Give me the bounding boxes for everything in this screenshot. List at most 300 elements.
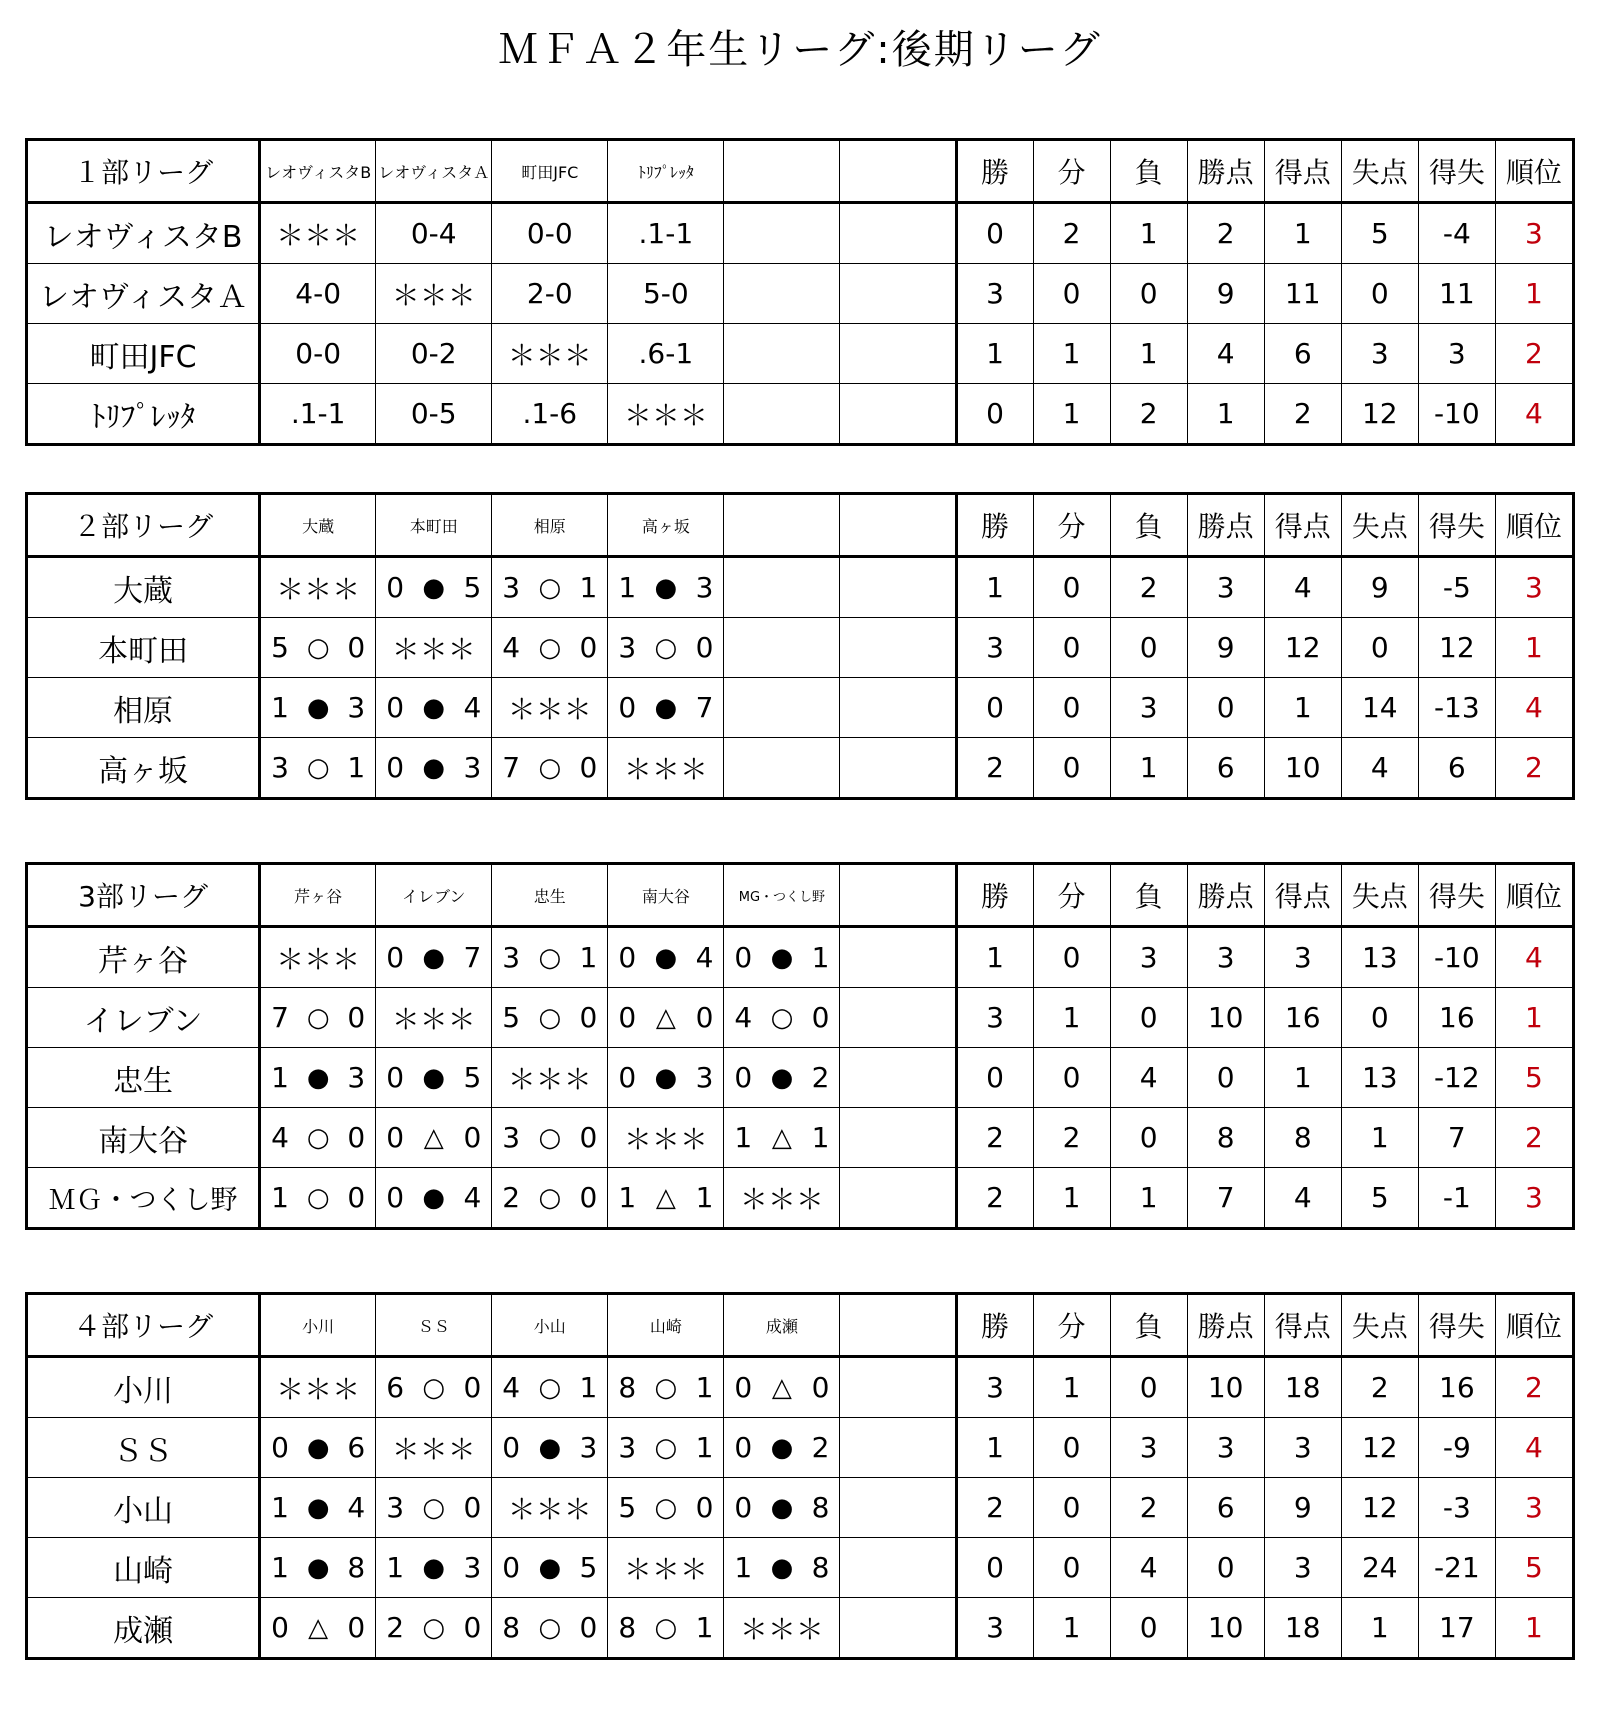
match-result: .1-6 [492, 384, 608, 445]
stat-points: 6 [1187, 738, 1264, 799]
stat-goals-for: 3 [1264, 927, 1341, 988]
opponent-header: 高ヶ坂 [608, 494, 724, 557]
team-row [27, 927, 1574, 988]
stat-goal-diff: 11 [1418, 264, 1495, 324]
stat-rank: 5 [1495, 1538, 1573, 1598]
match-result: 1 ● 3 [608, 557, 724, 618]
match-result: 0 ● 8 [724, 1478, 840, 1538]
team-name: 町田JFC [27, 324, 260, 384]
match-result: 6 ○ 0 [376, 1357, 492, 1418]
stat-rank: 1 [1495, 618, 1573, 678]
match-result [724, 738, 840, 799]
stat-points: 10 [1187, 1598, 1264, 1659]
match-result: 0-5 [376, 384, 492, 445]
stat-wins: 2 [956, 738, 1033, 799]
stat-losses: 2 [1110, 1478, 1187, 1538]
stat-header-goals-against: 失点 [1341, 1294, 1418, 1357]
stat-goals-against: 9 [1341, 557, 1418, 618]
stat-goals-for: 9 [1264, 1478, 1341, 1538]
stat-goal-diff: -5 [1418, 557, 1495, 618]
stat-header-losses: 負 [1110, 864, 1187, 927]
match-result [724, 678, 840, 738]
stat-goals-for: 18 [1264, 1357, 1341, 1418]
stat-losses: 2 [1110, 557, 1187, 618]
match-result: 1 ● 8 [724, 1538, 840, 1598]
stat-draws: 0 [1033, 738, 1110, 799]
team-row [27, 1478, 1574, 1538]
stat-header-goal-diff: 得失 [1418, 1294, 1495, 1357]
opponent-header: ＳＳ [376, 1294, 492, 1357]
stat-goals-for: 4 [1264, 557, 1341, 618]
stat-wins: 3 [956, 988, 1033, 1048]
team-row [27, 557, 1574, 618]
match-result: 0 ● 7 [608, 678, 724, 738]
stat-goals-against: 12 [1341, 1478, 1418, 1538]
match-result [724, 384, 840, 445]
spacer-cell [840, 494, 956, 557]
stat-rank: 4 [1495, 927, 1573, 988]
stat-points: 3 [1187, 927, 1264, 988]
stat-points: 10 [1187, 988, 1264, 1048]
spacer-cell [840, 864, 956, 927]
stat-header-goals-against: 失点 [1341, 864, 1418, 927]
stat-losses: 3 [1110, 927, 1187, 988]
match-result: ＊＊＊ [376, 618, 492, 678]
team-row [27, 384, 1574, 445]
match-result: 1 ● 4 [260, 1478, 376, 1538]
league-name: １部リーグ [27, 140, 260, 203]
match-result: 0 ● 5 [492, 1538, 608, 1598]
stat-draws: 1 [1033, 384, 1110, 445]
stat-losses: 0 [1110, 618, 1187, 678]
stat-goal-diff: 6 [1418, 738, 1495, 799]
spacer-cell [840, 1478, 956, 1538]
spacer-cell [840, 557, 956, 618]
stat-header-wins: 勝 [956, 494, 1033, 557]
stat-goals-against: 12 [1341, 384, 1418, 445]
opponent-header: 芹ヶ谷 [260, 864, 376, 927]
league-table-3 [25, 862, 1575, 1230]
opponent-header: 小川 [260, 1294, 376, 1357]
stat-wins: 1 [956, 324, 1033, 384]
spacer-cell [840, 1048, 956, 1108]
stat-wins: 1 [956, 927, 1033, 988]
match-result: ＊＊＊ [492, 324, 608, 384]
stat-points: 3 [1187, 557, 1264, 618]
stat-header-goal-diff: 得失 [1418, 494, 1495, 557]
stat-draws: 2 [1033, 203, 1110, 264]
spacer-cell [840, 264, 956, 324]
stat-rank: 5 [1495, 1048, 1573, 1108]
stat-header-points: 勝点 [1187, 1294, 1264, 1357]
stat-rank: 4 [1495, 1418, 1573, 1478]
stat-goals-for: 1 [1264, 678, 1341, 738]
stat-goal-diff: -12 [1418, 1048, 1495, 1108]
stat-points: 2 [1187, 203, 1264, 264]
stat-wins: 0 [956, 1048, 1033, 1108]
stat-draws: 0 [1033, 1478, 1110, 1538]
match-result: 1 ● 3 [260, 678, 376, 738]
stat-rank: 3 [1495, 203, 1573, 264]
team-name: 小山 [27, 1478, 260, 1538]
stat-goals-for: 1 [1264, 203, 1341, 264]
match-result: 8 ○ 0 [492, 1598, 608, 1659]
stat-wins: 2 [956, 1478, 1033, 1538]
stat-header-wins: 勝 [956, 864, 1033, 927]
stat-draws: 0 [1033, 557, 1110, 618]
stat-goal-diff: -10 [1418, 927, 1495, 988]
stat-goal-diff: 3 [1418, 324, 1495, 384]
stat-header-points: 勝点 [1187, 140, 1264, 203]
opponent-header: 町田JFC [492, 140, 608, 203]
league-name: ４部リーグ [27, 1294, 260, 1357]
league-name: 3部リーグ [27, 864, 260, 927]
stat-draws: 0 [1033, 264, 1110, 324]
stat-goals-against: 13 [1341, 1048, 1418, 1108]
stat-goal-diff: 7 [1418, 1108, 1495, 1168]
stat-goals-for: 3 [1264, 1538, 1341, 1598]
league-table-4 [25, 1292, 1575, 1660]
stat-draws: 1 [1033, 324, 1110, 384]
opponent-header: 大蔵 [260, 494, 376, 557]
spacer-cell [840, 618, 956, 678]
stat-draws: 2 [1033, 1108, 1110, 1168]
match-result [724, 557, 840, 618]
match-result: 0 ● 1 [724, 927, 840, 988]
match-result: 4 ○ 1 [492, 1357, 608, 1418]
match-result: 0 ● 4 [376, 678, 492, 738]
match-result: ＊＊＊ [608, 1538, 724, 1598]
team-row [27, 264, 1574, 324]
match-result: 0 △ 0 [608, 988, 724, 1048]
stat-goals-for: 10 [1264, 738, 1341, 799]
team-row [27, 1538, 1574, 1598]
match-result: 0 ● 4 [376, 1168, 492, 1229]
stat-goal-diff: 17 [1418, 1598, 1495, 1659]
stat-rank: 1 [1495, 264, 1573, 324]
match-result [724, 203, 840, 264]
stat-points: 8 [1187, 1108, 1264, 1168]
team-name: 高ヶ坂 [27, 738, 260, 799]
page-title: ＭＦＡ２年生リーグ:後期リーグ [498, 27, 1102, 73]
stat-goal-diff: -1 [1418, 1168, 1495, 1229]
spacer-cell [840, 1598, 956, 1659]
stat-wins: 3 [956, 1598, 1033, 1659]
stat-goal-diff: -10 [1418, 384, 1495, 445]
stat-rank: 2 [1495, 1357, 1573, 1418]
stat-header-goals-against: 失点 [1341, 494, 1418, 557]
team-name: 忠生 [27, 1048, 260, 1108]
stat-rank: 1 [1495, 1598, 1573, 1659]
match-result: 2 ○ 0 [376, 1598, 492, 1659]
spacer-cell [840, 1418, 956, 1478]
stat-goals-against: 5 [1341, 1168, 1418, 1229]
opponent-header: 山崎 [608, 1294, 724, 1357]
stat-goal-diff: -3 [1418, 1478, 1495, 1538]
stat-goals-against: 4 [1341, 738, 1418, 799]
stat-losses: 0 [1110, 1598, 1187, 1659]
stat-header-goals-for: 得点 [1264, 864, 1341, 927]
stat-header-points: 勝点 [1187, 494, 1264, 557]
stat-goals-against: 1 [1341, 1108, 1418, 1168]
team-name: 成瀬 [27, 1598, 260, 1659]
spacer-cell [840, 988, 956, 1048]
opponent-header: 成瀬 [724, 1294, 840, 1357]
team-name: 本町田 [27, 618, 260, 678]
stat-draws: 0 [1033, 1048, 1110, 1108]
stat-header-draws: 分 [1033, 494, 1110, 557]
spacer-cell [840, 203, 956, 264]
stat-header-goals-for: 得点 [1264, 1294, 1341, 1357]
match-result: 5 ○ 0 [260, 618, 376, 678]
match-result: 3 ○ 0 [376, 1478, 492, 1538]
match-result: 2 ○ 0 [492, 1168, 608, 1229]
match-result: ＊＊＊ [376, 1418, 492, 1478]
stat-header-goals-for: 得点 [1264, 140, 1341, 203]
match-result: 0-0 [492, 203, 608, 264]
team-name: 南大谷 [27, 1108, 260, 1168]
stat-losses: 0 [1110, 1108, 1187, 1168]
stat-losses: 0 [1110, 988, 1187, 1048]
stat-goals-against: 14 [1341, 678, 1418, 738]
stat-goal-diff: -13 [1418, 678, 1495, 738]
stat-rank: 2 [1495, 324, 1573, 384]
match-result: ＊＊＊ [608, 738, 724, 799]
match-result: 0 ● 6 [260, 1418, 376, 1478]
stat-header-rank: 順位 [1495, 140, 1573, 203]
match-result: 4-0 [260, 264, 376, 324]
stat-points: 10 [1187, 1357, 1264, 1418]
league-table-1 [25, 138, 1575, 446]
team-name: 山崎 [27, 1538, 260, 1598]
team-row [27, 1048, 1574, 1108]
team-row [27, 1168, 1574, 1229]
match-result [724, 264, 840, 324]
match-result: 3 ○ 0 [608, 618, 724, 678]
stat-wins: 0 [956, 1538, 1033, 1598]
match-result: ＊＊＊ [724, 1598, 840, 1659]
team-row [27, 203, 1574, 264]
stat-goals-against: 0 [1341, 988, 1418, 1048]
team-name: 小川 [27, 1357, 260, 1418]
match-result: 0 ● 3 [492, 1418, 608, 1478]
team-name: 大蔵 [27, 557, 260, 618]
stat-draws: 0 [1033, 1418, 1110, 1478]
team-row [27, 738, 1574, 799]
spacer-cell [840, 1294, 956, 1357]
match-result: 0 ● 3 [608, 1048, 724, 1108]
match-result: ＊＊＊ [260, 557, 376, 618]
stat-wins: 0 [956, 384, 1033, 445]
match-result: 0 ● 7 [376, 927, 492, 988]
stat-points: 0 [1187, 678, 1264, 738]
stat-wins: 3 [956, 618, 1033, 678]
stat-goals-against: 24 [1341, 1538, 1418, 1598]
opponent-header: レオヴィスタB [260, 140, 376, 203]
match-result: 1 ● 8 [260, 1538, 376, 1598]
stat-rank: 4 [1495, 384, 1573, 445]
opponent-header: ﾄﾘﾌﾟﾚｯﾀ [608, 140, 724, 203]
team-name: イレブン [27, 988, 260, 1048]
match-result: ＊＊＊ [608, 1108, 724, 1168]
stat-draws: 0 [1033, 678, 1110, 738]
stat-goals-against: 12 [1341, 1418, 1418, 1478]
stat-header-goals-against: 失点 [1341, 140, 1418, 203]
match-result: ＊＊＊ [376, 264, 492, 324]
stat-goals-against: 2 [1341, 1357, 1418, 1418]
stat-points: 6 [1187, 1478, 1264, 1538]
stat-losses: 3 [1110, 678, 1187, 738]
team-row [27, 324, 1574, 384]
match-result: 8 ○ 1 [608, 1598, 724, 1659]
stat-goals-against: 3 [1341, 324, 1418, 384]
team-row [27, 1357, 1574, 1418]
match-result: .6-1 [608, 324, 724, 384]
team-name: ﾄﾘﾌﾟﾚｯﾀ [27, 384, 260, 445]
stat-points: 9 [1187, 618, 1264, 678]
match-result: 0 ● 5 [376, 557, 492, 618]
stat-rank: 1 [1495, 988, 1573, 1048]
spacer-cell [840, 1168, 956, 1229]
match-result: 0 ● 5 [376, 1048, 492, 1108]
match-result: 7 ○ 0 [260, 988, 376, 1048]
opponent-header: 南大谷 [608, 864, 724, 927]
stat-losses: 1 [1110, 203, 1187, 264]
match-result: 2-0 [492, 264, 608, 324]
stat-points: 9 [1187, 264, 1264, 324]
match-result: 5-0 [608, 264, 724, 324]
match-result: 0 △ 0 [724, 1357, 840, 1418]
match-result: 0-0 [260, 324, 376, 384]
stat-goals-against: 5 [1341, 203, 1418, 264]
match-result: 0 △ 0 [376, 1108, 492, 1168]
stat-losses: 0 [1110, 1357, 1187, 1418]
match-result: 3 ○ 1 [492, 927, 608, 988]
match-result: 1 △ 1 [724, 1108, 840, 1168]
stat-header-wins: 勝 [956, 1294, 1033, 1357]
stat-header-points: 勝点 [1187, 864, 1264, 927]
match-result: 0-2 [376, 324, 492, 384]
stat-rank: 3 [1495, 1478, 1573, 1538]
match-result: ＊＊＊ [724, 1168, 840, 1229]
match-result: 4 ○ 0 [260, 1108, 376, 1168]
match-result: 0 ● 4 [608, 927, 724, 988]
match-result: 5 ○ 0 [608, 1478, 724, 1538]
stat-rank: 3 [1495, 557, 1573, 618]
stat-goals-against: 1 [1341, 1598, 1418, 1659]
spacer-cell [840, 1357, 956, 1418]
stat-draws: 0 [1033, 618, 1110, 678]
stat-losses: 1 [1110, 738, 1187, 799]
match-result: ＊＊＊ [260, 1357, 376, 1418]
team-name: レオヴィスタＡ [27, 264, 260, 324]
team-row [27, 988, 1574, 1048]
stat-points: 7 [1187, 1168, 1264, 1229]
stat-goal-diff: 16 [1418, 988, 1495, 1048]
spacer-cell [840, 738, 956, 799]
stat-header-goals-for: 得点 [1264, 494, 1341, 557]
stat-points: 3 [1187, 1418, 1264, 1478]
spacer-cell [840, 1108, 956, 1168]
stat-wins: 1 [956, 1418, 1033, 1478]
match-result: ＊＊＊ [260, 203, 376, 264]
match-result: ＊＊＊ [492, 1048, 608, 1108]
stat-wins: 0 [956, 203, 1033, 264]
stat-header-draws: 分 [1033, 1294, 1110, 1357]
team-row [27, 1598, 1574, 1659]
stat-losses: 4 [1110, 1538, 1187, 1598]
match-result: 1 ● 3 [376, 1538, 492, 1598]
team-row [27, 1108, 1574, 1168]
stat-header-draws: 分 [1033, 864, 1110, 927]
stat-rank: 3 [1495, 1168, 1573, 1229]
match-result: ＊＊＊ [492, 678, 608, 738]
spacer-cell [840, 678, 956, 738]
stat-wins: 3 [956, 264, 1033, 324]
match-result: 0 ● 2 [724, 1418, 840, 1478]
match-result: ＊＊＊ [260, 927, 376, 988]
stat-points: 0 [1187, 1048, 1264, 1108]
stat-wins: 0 [956, 678, 1033, 738]
stat-points: 1 [1187, 384, 1264, 445]
match-result: 3 ○ 1 [608, 1418, 724, 1478]
stat-losses: 0 [1110, 264, 1187, 324]
spacer-cell [840, 324, 956, 384]
stat-header-losses: 負 [1110, 1294, 1187, 1357]
match-result: ＊＊＊ [376, 988, 492, 1048]
match-result: 0-4 [376, 203, 492, 264]
stat-draws: 1 [1033, 1598, 1110, 1659]
match-result: 7 ○ 0 [492, 738, 608, 799]
team-row [27, 618, 1574, 678]
opponent-header [724, 494, 840, 557]
stat-losses: 1 [1110, 1168, 1187, 1229]
stat-goals-for: 3 [1264, 1418, 1341, 1478]
stat-draws: 1 [1033, 1357, 1110, 1418]
opponent-header [724, 140, 840, 203]
opponent-header: 相原 [492, 494, 608, 557]
spacer-cell [840, 384, 956, 445]
opponent-header: 本町田 [376, 494, 492, 557]
opponent-header: イレブン [376, 864, 492, 927]
stat-draws: 1 [1033, 988, 1110, 1048]
stat-header-goal-diff: 得失 [1418, 140, 1495, 203]
match-result: 4 ○ 0 [724, 988, 840, 1048]
team-row [27, 678, 1574, 738]
opponent-header: レオヴィスタＡ [376, 140, 492, 203]
stat-header-rank: 順位 [1495, 494, 1573, 557]
team-row [27, 1418, 1574, 1478]
stat-rank: 2 [1495, 1108, 1573, 1168]
stat-header-rank: 順位 [1495, 1294, 1573, 1357]
opponent-header: 小山 [492, 1294, 608, 1357]
match-result [724, 618, 840, 678]
match-result: 3 ○ 1 [492, 557, 608, 618]
stat-goals-for: 6 [1264, 324, 1341, 384]
match-result: 3 ○ 1 [260, 738, 376, 799]
match-result: 1 ○ 0 [260, 1168, 376, 1229]
team-name: 芹ヶ谷 [27, 927, 260, 988]
stat-header-losses: 負 [1110, 494, 1187, 557]
stat-goals-for: 11 [1264, 264, 1341, 324]
stat-goals-for: 1 [1264, 1048, 1341, 1108]
stat-header-draws: 分 [1033, 140, 1110, 203]
spacer-cell [840, 927, 956, 988]
stat-goals-for: 2 [1264, 384, 1341, 445]
spacer-cell [840, 140, 956, 203]
opponent-header: 忠生 [492, 864, 608, 927]
match-result: 3 ○ 0 [492, 1108, 608, 1168]
